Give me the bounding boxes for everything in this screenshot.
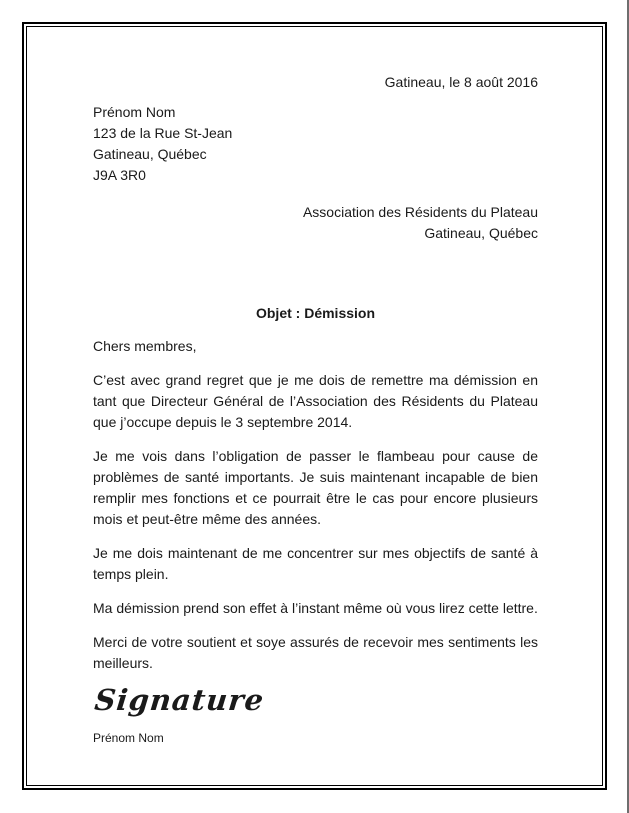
body-paragraph: Je me dois maintenant de me concentrer sur mes objectifs de santé à temps plein. xyxy=(93,545,538,582)
body-paragraph: C’est avec grand regret que je me dois de remettre ma démission en tant que Directeur Général de l’Association des Résidents du Plateau que j’occupe depuis le 3 septembre 2014. xyxy=(93,372,538,430)
sender-city: Gatineau, Québec xyxy=(93,146,207,162)
signatory-name: Prénom Nom xyxy=(93,731,164,745)
sender-postal-code: J9A 3R0 xyxy=(93,167,146,183)
sender-address-block xyxy=(93,102,538,186)
body-paragraph: Ma démission prend son effet à l’instant même où vous lirez cette lettre. xyxy=(93,600,538,616)
handwritten-signature: Signature xyxy=(93,683,266,717)
salutation: Chers membres, xyxy=(93,338,197,354)
recipient-city: Gatineau, Québec xyxy=(424,225,538,241)
body-paragraph: Je me vois dans l’obligation de passer le flambeau pour cause de problèmes de santé importants. Je suis maintenant incapable de bien remplir mes fonctions et ce pourrait être le cas pour encore plusieurs mois et peut-être même des années. xyxy=(93,448,538,527)
page-border-outer xyxy=(22,22,607,790)
sender-street: 123 de la Rue St-Jean xyxy=(93,125,233,141)
recipient-address-block xyxy=(93,202,538,244)
date-line: Gatineau, le 8 août 2016 xyxy=(384,74,538,90)
subject-line: Objet : Démission xyxy=(255,305,376,321)
letter-content xyxy=(27,27,602,785)
sender-name: Prénom Nom xyxy=(93,104,176,120)
page-border-inner xyxy=(26,26,603,786)
recipient-organization: Association des Résidents du Plateau xyxy=(302,204,538,220)
body-paragraph: Merci de votre soutient et soye assurés de recevoir mes sentiments les meilleurs. xyxy=(93,634,538,671)
